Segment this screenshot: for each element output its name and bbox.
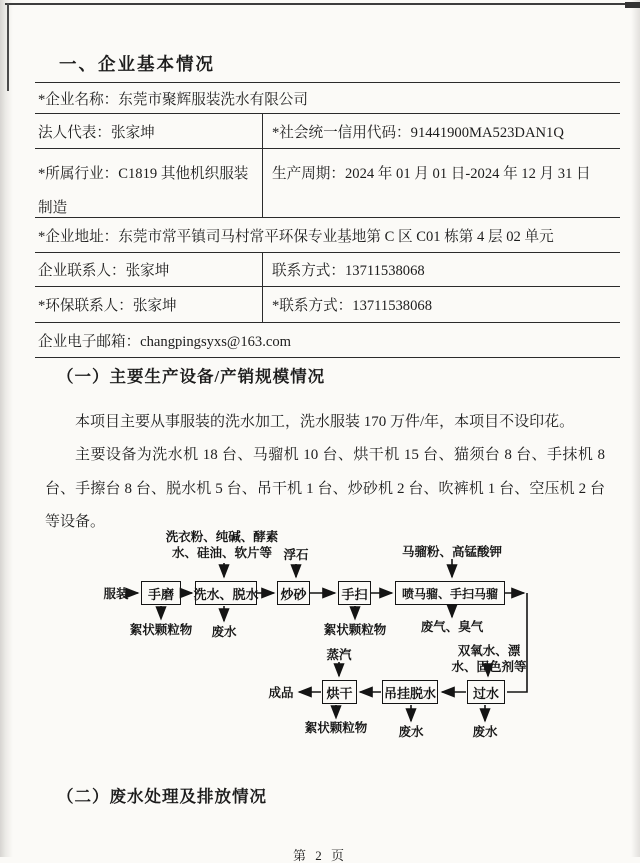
flow-start-label: 服装 bbox=[103, 587, 129, 601]
scan-top-border-line bbox=[5, 3, 640, 5]
table-row bbox=[35, 218, 620, 253]
flow-input-detergents-line1: 洗衣粉、纯碱、酵素 bbox=[165, 530, 279, 544]
company-address-cell: *企业地址：东莞市常平镇司马村常平环保专业基地第 C 区 C01 栋第 4 层 02 单元 bbox=[38, 228, 554, 245]
table-row bbox=[35, 114, 620, 149]
flow-box-hang-dewater: 吊挂脱水 bbox=[382, 680, 438, 704]
flow-output-wastewater-2: 废水 bbox=[398, 725, 424, 739]
flow-output-floc-3: 絮状颗粒物 bbox=[304, 721, 368, 735]
flow-input-peroxide-line1: 双氧水、漂 bbox=[457, 644, 521, 658]
scan-corner-mark bbox=[625, 2, 640, 8]
flow-box-wash-dewater: 洗水、脱水 bbox=[195, 581, 257, 605]
company-email-cell: 企业电子邮箱：changpingsyxs@163.com bbox=[38, 333, 292, 350]
flow-box-hand-sweep: 手扫 bbox=[338, 581, 371, 605]
company-name-cell: *企业名称：东莞市聚辉服装洗水有限公司 bbox=[38, 91, 308, 108]
production-paragraph-1: 本项目主要从事服装的洗水加工，洗水服装 170 万件/年，本项目不设印花。 bbox=[75, 414, 575, 430]
flow-box-monkey-wash: 喷马骝、手扫马骝 bbox=[395, 581, 505, 605]
flow-box-drying: 烘干 bbox=[322, 680, 357, 704]
table-row bbox=[35, 253, 620, 287]
flow-input-monkey-powder: 马骝粉、高锰酸钾 bbox=[401, 545, 503, 559]
table-row bbox=[35, 83, 620, 114]
legal-rep-cell: 法人代表：张家坤 bbox=[35, 114, 263, 148]
flow-output-wastewater-1: 废水 bbox=[211, 625, 237, 639]
flow-input-steam: 蒸汽 bbox=[326, 648, 352, 662]
env-contact-cell: *环保联系人：张家坤 bbox=[35, 287, 263, 322]
scan-left-border-line bbox=[7, 3, 9, 91]
flow-input-pumice: 浮石 bbox=[283, 548, 309, 562]
flow-input-detergents-line2: 水、硅油、软片等 bbox=[171, 546, 273, 560]
flow-output-floc-2: 絮状颗粒物 bbox=[323, 623, 387, 637]
table-row bbox=[35, 287, 620, 323]
env-phone-cell: *联系方式：13711538068 bbox=[272, 298, 432, 314]
contact-phone-cell: 联系方式：13711538068 bbox=[272, 263, 425, 279]
flow-end-label: 成品 bbox=[268, 686, 294, 700]
industry-cell: *所属行业：C1819 其他机织服装制造 bbox=[35, 149, 263, 217]
flow-box-hand-grind: 手磨 bbox=[141, 581, 181, 605]
flow-box-rinse: 过水 bbox=[467, 680, 505, 704]
process-flowchart bbox=[0, 525, 640, 765]
production-section-heading: （一）主要生产设备/产销规模情况 bbox=[57, 367, 326, 386]
flow-input-detergents bbox=[166, 529, 279, 561]
production-period-cell: 生产周期：2024 年 01 月 01 日-2024 年 12 月 31 日 bbox=[272, 166, 591, 182]
flow-box-sand-wash: 炒砂 bbox=[277, 581, 310, 605]
table-row bbox=[35, 149, 620, 218]
wastewater-section-heading: （二）废水处理及排放情况 bbox=[57, 787, 267, 806]
flow-output-wastewater-3: 废水 bbox=[472, 725, 498, 739]
flow-input-peroxide-line2: 水、固色剂等 bbox=[451, 660, 527, 674]
flow-output-waste-gas: 废气、臭气 bbox=[420, 620, 484, 634]
production-paragraph-2: 主要设备为洗水机 18 台、马骝机 10 台、烘干机 15 台、猫须台 8 台、手抹机 8 台、手擦台 8 台、脱水机 5 台、吊干机 1 台、炒砂机 2 台、吹裤机 1 台、空压机 2 台等设备。 bbox=[45, 447, 605, 530]
company-contact-cell: 企业联系人：张家坤 bbox=[35, 253, 263, 286]
flow-input-peroxide bbox=[451, 643, 526, 675]
company-info-table bbox=[35, 82, 620, 358]
page-number: 第 2 页 bbox=[292, 848, 347, 863]
credit-code-cell: *社会统一信用代码：91441900MA523DAN1Q bbox=[272, 124, 564, 141]
table-row bbox=[35, 323, 620, 358]
flow-output-floc-1: 絮状颗粒物 bbox=[129, 623, 193, 637]
section-one-title: 一、企业基本情况 bbox=[59, 54, 215, 74]
